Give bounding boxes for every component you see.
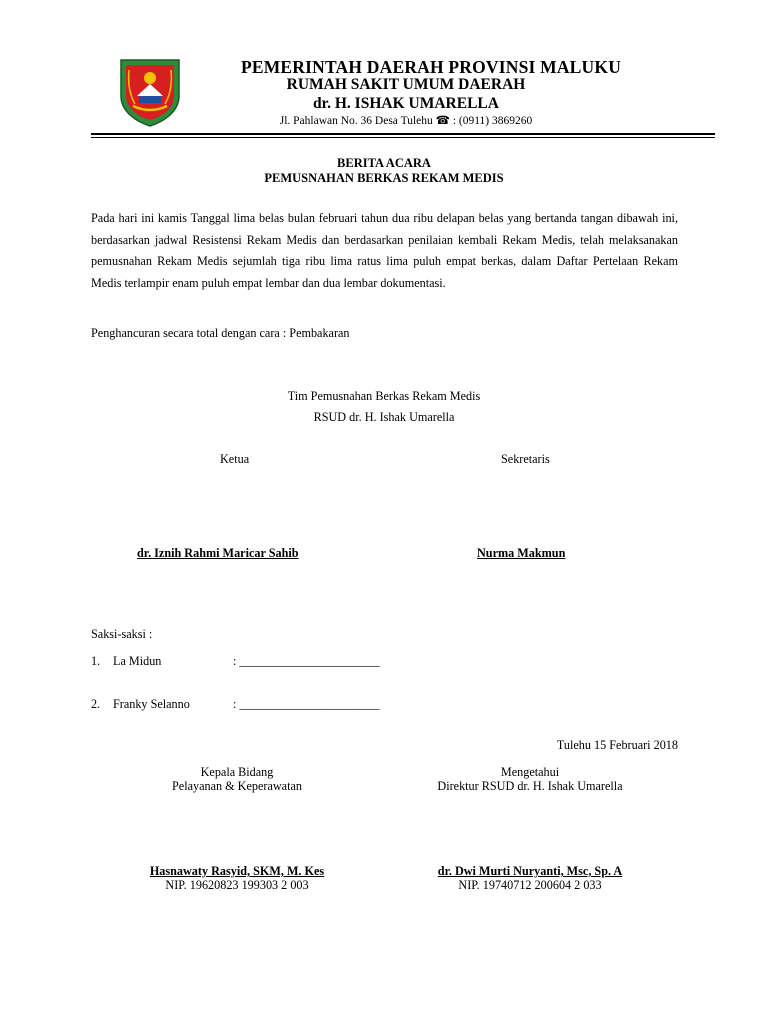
place-date: Tulehu 15 Februari 2018 bbox=[556, 738, 678, 752]
team-name: Tim Pemusnahan Berkas Rekam Medis bbox=[287, 389, 481, 403]
secretary-signatory-name: Nurma Makmun bbox=[477, 546, 566, 560]
witness-1-number: 1. bbox=[91, 654, 101, 668]
secretary-role-label: Sekretaris bbox=[501, 452, 550, 466]
document-subtitle: PEMUSNAHAN BERKAS REKAM MEDIS bbox=[264, 171, 504, 185]
right-signatory-nip: NIP. 19740712 200604 2 033 bbox=[458, 878, 602, 892]
team-organization: RSUD dr. H. Ishak Umarella bbox=[313, 410, 455, 424]
destruction-method: Penghancuran secara total dengan cara : Pembakaran bbox=[91, 326, 350, 340]
left-signatory-name: Hasnawaty Rasyid, SKM, M. Kes bbox=[149, 864, 325, 878]
body-paragraph: Pada hari ini kamis Tanggal lima belas bulan februari tahun dua ribu delapan belas yang bertanda tangan dibawah ini, berdasarkan jadwal Resistensi Rekam Medis dan berdasarkan penilaian kembali Rekam Medis, telah melaksanakan pemusnahan Rekam Medis sejumlah tiga ribu lima ratus lima puluh empat berkas, dalam Daftar Pertelaan Rekam Medis terlampir enam puluh empat lembar dan dua lembar dokumentasi. bbox=[91, 211, 678, 291]
document-title: BERITA ACARA bbox=[337, 156, 431, 170]
letterhead-government: PEMERINTAH DAERAH PROVINSI MALUKU bbox=[240, 57, 622, 77]
letterhead-hospital: RUMAH SAKIT UMUM DAERAH bbox=[286, 76, 526, 93]
witness-1-name: La Midun bbox=[113, 654, 162, 668]
letterhead-divider-thin bbox=[91, 137, 715, 138]
witness-2-signature-line: : _______________________ bbox=[233, 697, 380, 711]
witness-2-number: 2. bbox=[91, 697, 101, 711]
letterhead-hospital-name: dr. H. ISHAK UMARELLA bbox=[313, 95, 499, 112]
chair-signatory-name: dr. Iznih Rahmi Maricar Sahib bbox=[137, 546, 299, 560]
witnesses-label: Saksi-saksi : bbox=[91, 627, 153, 641]
chair-role-label: Ketua bbox=[220, 452, 250, 466]
right-signatory-title-2: Direktur RSUD dr. H. Ishak Umarella bbox=[437, 779, 623, 793]
hospital-logo-emblem bbox=[117, 56, 183, 128]
right-signatory-title-1: Mengetahui bbox=[500, 765, 560, 779]
right-signatory-name: dr. Dwi Murti Nuryanti, Msc, Sp. A bbox=[437, 864, 623, 878]
letterhead-address: Jl. Pahlawan No. 36 Desa Tulehu ☎ : (0911) 3869260 bbox=[279, 115, 533, 127]
witness-1-signature-line: : _______________________ bbox=[233, 654, 380, 668]
left-signatory-title-1: Kepala Bidang bbox=[200, 765, 274, 779]
left-signatory-title-2: Pelayanan & Keperawatan bbox=[172, 779, 302, 793]
letterhead-divider-thick bbox=[91, 133, 715, 135]
witness-2-name: Franky Selanno bbox=[113, 697, 190, 711]
left-signatory-nip: NIP. 19620823 199303 2 003 bbox=[165, 878, 309, 892]
